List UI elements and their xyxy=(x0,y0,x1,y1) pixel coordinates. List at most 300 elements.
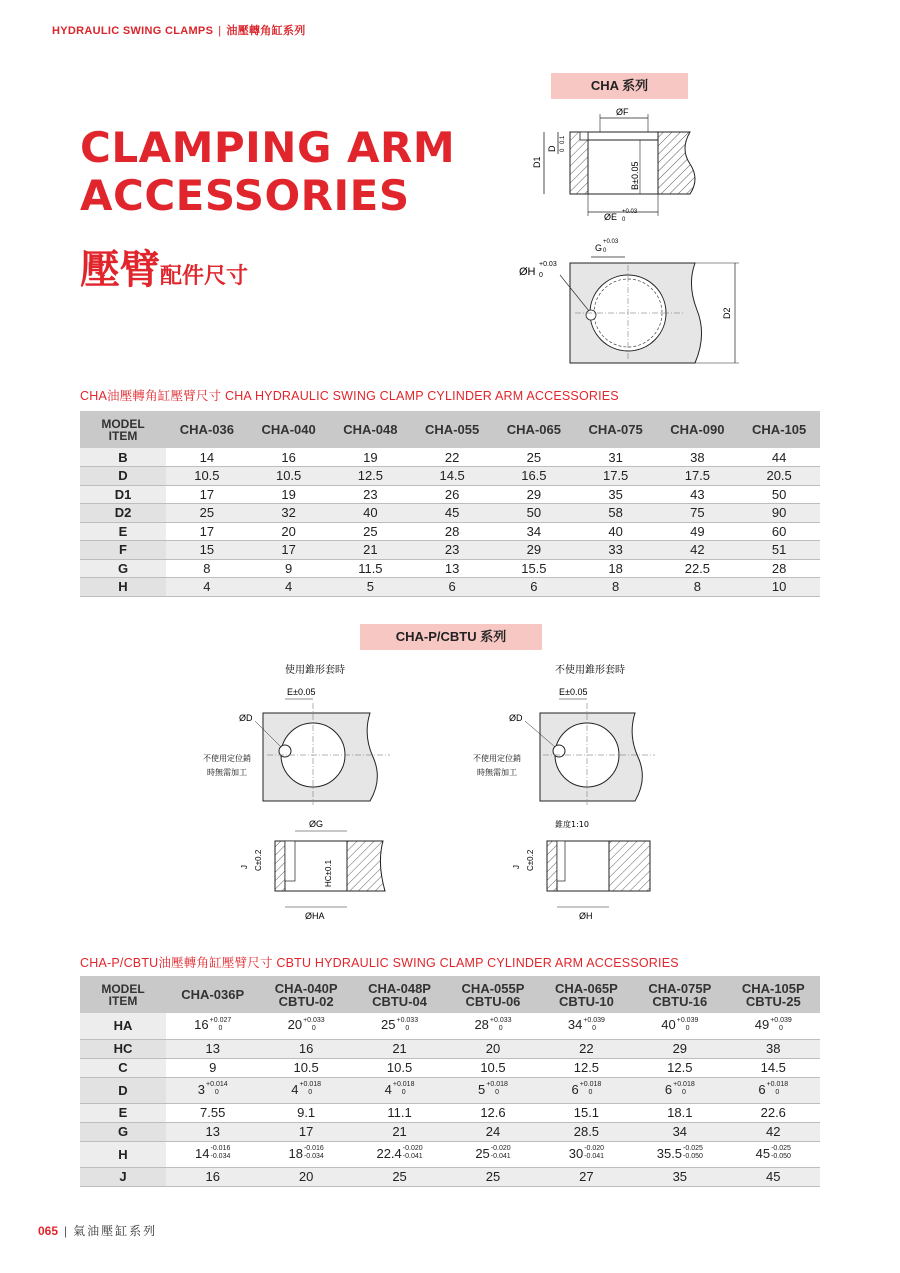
table-cell xyxy=(633,1013,726,1039)
nominal-value: 29 xyxy=(672,1041,688,1056)
column-header-line1: CHA-105P xyxy=(741,980,805,996)
table-cell: 16 xyxy=(248,448,330,467)
tolerance xyxy=(770,1017,792,1033)
dim-phiG: ØG xyxy=(309,819,324,829)
tolerance-upper: +0.018 xyxy=(579,1081,602,1089)
table-cell xyxy=(166,1058,259,1077)
dim-J-left: J xyxy=(240,865,249,869)
tolerance-upper: +0.018 xyxy=(392,1081,415,1089)
table-cell xyxy=(540,1167,633,1186)
tolerance-lower: 0 xyxy=(775,1089,780,1097)
dim-E-left: E±0.05 xyxy=(287,687,316,697)
dim-B: B±0.05 xyxy=(630,161,640,190)
tolerance-lower: -0.034 xyxy=(303,1153,324,1161)
nominal-value: 22.4 xyxy=(376,1145,402,1161)
tolerance xyxy=(584,1145,604,1161)
nominal-value: 25 xyxy=(475,1145,490,1161)
tolerance xyxy=(677,1017,699,1033)
dim-phiE-tol: +0.03 xyxy=(622,209,638,215)
tolerance-upper: +0.039 xyxy=(676,1017,699,1025)
table-cell xyxy=(633,1039,726,1058)
table-cell xyxy=(540,1013,633,1039)
tolerance-lower: 0 xyxy=(495,1089,500,1097)
page-title xyxy=(80,124,500,220)
dim-G-tol: +0.03 xyxy=(603,239,619,245)
nominal-value: 17 xyxy=(298,1124,314,1139)
table-cell xyxy=(166,1122,259,1141)
table-cell xyxy=(446,1122,539,1141)
table-cell xyxy=(540,1077,633,1103)
nominal-value: 28 xyxy=(474,1017,489,1033)
dim-phiH-sub: 0 xyxy=(539,272,543,279)
nominal-value: 24 xyxy=(485,1124,501,1139)
note-line1-right: 不使用定位銷 xyxy=(473,754,521,763)
table-cell xyxy=(353,1141,446,1167)
nominal-value: 9.1 xyxy=(297,1105,316,1120)
table-cell: 14 xyxy=(166,448,248,467)
tolerance-lower: -0.050 xyxy=(771,1153,791,1161)
row-header: HC xyxy=(80,1039,166,1058)
tolerance xyxy=(767,1081,789,1097)
dim-phiE: ØE xyxy=(604,212,618,222)
table-cell: 25 xyxy=(166,504,248,523)
table-cell: 40 xyxy=(330,504,412,523)
table-cell xyxy=(166,1013,259,1039)
nominal-value: 34 xyxy=(567,1017,583,1033)
tolerance-lower: -0.041 xyxy=(584,1153,605,1161)
nominal-value: 15.1 xyxy=(573,1105,600,1120)
table-row xyxy=(80,467,820,486)
row-header: D xyxy=(80,1077,166,1103)
note-line1-left: 不使用定位銷 xyxy=(203,754,251,763)
tolerance xyxy=(211,1145,231,1161)
row-header: B xyxy=(80,448,166,467)
tolerance-upper: +0.039 xyxy=(770,1017,792,1025)
nominal-value: 18.1 xyxy=(667,1105,693,1120)
table-cell: 50 xyxy=(493,504,575,523)
tolerance-lower: 0 xyxy=(218,1025,223,1033)
tolerance xyxy=(771,1145,791,1161)
table-cell xyxy=(353,1039,446,1058)
table-cell: 58 xyxy=(575,504,657,523)
table-cell xyxy=(446,1058,539,1077)
table-cell xyxy=(353,1058,446,1077)
tolerance-lower: 0 xyxy=(401,1089,406,1097)
dim-C-right: C±0.2 xyxy=(526,849,535,871)
column-header-line1: CHA-065P xyxy=(554,980,618,996)
nominal-value: 22 xyxy=(579,1041,594,1056)
nominal-value: 10.5 xyxy=(480,1060,506,1075)
table-cell: 19 xyxy=(248,485,330,504)
dim-J-right: J xyxy=(512,865,521,869)
column-header-line1: CHA-075P xyxy=(648,980,712,996)
table-cell: 38 xyxy=(657,448,739,467)
table-cell: 51 xyxy=(738,541,820,560)
tolerance-upper: -0.020 xyxy=(490,1145,511,1153)
table-cell xyxy=(446,1013,539,1039)
model-item-header: MODEL ITEM xyxy=(80,411,166,448)
nominal-value: 35.5 xyxy=(656,1145,683,1161)
row-header: D xyxy=(80,467,166,486)
dim-C-left: C±0.2 xyxy=(254,849,263,871)
dim-phiD-left: ØD xyxy=(239,713,253,723)
page-number: 065 xyxy=(38,1224,59,1238)
nominal-value: 11.1 xyxy=(387,1105,412,1120)
table-cell xyxy=(633,1103,726,1122)
row-header: C xyxy=(80,1058,166,1077)
dim-phiH: ØH xyxy=(519,266,536,278)
table-cell: 10 xyxy=(738,578,820,597)
table-row xyxy=(80,1141,820,1167)
table-cell: 50 xyxy=(738,485,820,504)
table-row xyxy=(80,1122,820,1141)
table-cell: 29 xyxy=(493,485,575,504)
tolerance-upper: +0.033 xyxy=(303,1017,325,1025)
column-header xyxy=(727,976,820,1013)
row-header: G xyxy=(80,559,166,578)
nominal-value: 13 xyxy=(205,1124,220,1139)
table-cell: 17 xyxy=(166,522,248,541)
subtitle-zh-small: 配件尺寸 xyxy=(160,264,249,289)
column-header-line2: CBTU-04 xyxy=(372,993,427,1009)
table-cell: 17.5 xyxy=(575,467,657,486)
page-subtitle-zh xyxy=(80,238,248,295)
nominal-value: 45 xyxy=(755,1145,771,1161)
table-cell: 19 xyxy=(330,448,412,467)
column-header-line2: CBTU-25 xyxy=(745,993,801,1009)
table-cell: 17 xyxy=(166,485,248,504)
table-cell xyxy=(446,1103,539,1122)
nominal-value: 28.5 xyxy=(573,1124,600,1139)
table-row xyxy=(80,559,820,578)
table-row xyxy=(80,541,820,560)
section-title-cha: CHA油壓轉角缸壓臂尺寸 CHA HYDRAULIC SWING CLAMP CYLINDER ARM ACCESSORIES xyxy=(80,389,619,403)
table-cell xyxy=(353,1103,446,1122)
nominal-value: 16 xyxy=(205,1169,220,1184)
header-en: HYDRAULIC SWING CLAMPS xyxy=(52,25,214,37)
tolerance xyxy=(486,1081,508,1097)
tolerance-upper: +0.018 xyxy=(766,1081,789,1089)
nominal-value: 3 xyxy=(197,1081,206,1097)
taper-label: 錐度1:10 xyxy=(555,820,589,829)
table-cell: 8 xyxy=(657,578,739,597)
nominal-value: 42 xyxy=(766,1124,781,1139)
table-cell: 6 xyxy=(411,578,493,597)
tolerance-lower: 0 xyxy=(308,1089,313,1097)
column-header: CHA-090 xyxy=(657,411,739,448)
table-cell: 8 xyxy=(166,559,248,578)
column-header xyxy=(259,976,352,1013)
table-cell xyxy=(727,1013,820,1039)
column-header xyxy=(353,976,446,1013)
table-cell: 17 xyxy=(248,541,330,560)
page-footer xyxy=(38,1222,157,1239)
arm-top-drawing xyxy=(515,235,745,370)
tolerance xyxy=(403,1145,423,1161)
nominal-value: 38 xyxy=(766,1041,781,1056)
tolerance-lower: 0 xyxy=(311,1025,316,1033)
table-row xyxy=(80,504,820,523)
nominal-value: 49 xyxy=(754,1017,770,1033)
table-cell xyxy=(259,1103,352,1122)
table-cell xyxy=(727,1122,820,1141)
nominal-value: 20 xyxy=(485,1041,501,1056)
dim-D-sub: 0 xyxy=(560,148,566,152)
column-header: CHA-065 xyxy=(493,411,575,448)
row-header: E xyxy=(80,1103,166,1122)
subtitle-zh-big: 壓臂 xyxy=(80,247,160,293)
tolerance-upper: -0.016 xyxy=(303,1145,324,1153)
tolerance xyxy=(580,1081,602,1097)
nominal-value: 10.5 xyxy=(386,1060,413,1075)
tolerance-upper: -0.016 xyxy=(210,1145,231,1153)
note-line2-right: 時無需加工 xyxy=(477,768,517,777)
nominal-value: 7.55 xyxy=(200,1105,226,1120)
series-tag-chap: CHA-P/CBTU 系列 xyxy=(360,624,542,650)
nominal-value: 25 xyxy=(485,1169,501,1184)
tolerance xyxy=(304,1145,324,1161)
row-header: H xyxy=(80,1141,166,1167)
nominal-value: 12.5 xyxy=(573,1060,600,1075)
table-cell xyxy=(633,1058,726,1077)
column-header-line1: CHA-036P xyxy=(181,987,245,1002)
table-cell: 10.5 xyxy=(166,467,248,486)
nominal-value: 13 xyxy=(205,1041,220,1056)
nominal-value: 21 xyxy=(392,1124,407,1139)
nominal-value: 10.5 xyxy=(293,1060,319,1075)
dim-G-sub: 0 xyxy=(603,248,607,254)
column-header xyxy=(446,976,539,1013)
nominal-value: 30 xyxy=(568,1145,584,1161)
nominal-value: 27 xyxy=(579,1169,594,1184)
header-separator: | xyxy=(218,25,222,37)
table-cell xyxy=(727,1141,820,1167)
table-cell: 11.5 xyxy=(330,559,412,578)
nominal-value: 4 xyxy=(384,1081,392,1097)
table-cell xyxy=(259,1039,352,1058)
tolerance xyxy=(673,1081,695,1097)
footer-text: 氣油壓缸系列 xyxy=(73,1224,158,1238)
column-header xyxy=(166,976,259,1013)
nominal-value: 35 xyxy=(672,1169,688,1184)
table-cell: 4 xyxy=(248,578,330,597)
tolerance-lower: -0.034 xyxy=(210,1153,231,1161)
table-cell xyxy=(259,1077,352,1103)
table-cell: 35 xyxy=(575,485,657,504)
tolerance-upper: +0.033 xyxy=(489,1017,512,1025)
table-header-row xyxy=(80,976,820,1013)
cbtu-dimensions-table xyxy=(80,976,820,1187)
dim-phiF: ØF xyxy=(616,107,629,117)
table-cell: 23 xyxy=(330,485,412,504)
dim-phiHA: ØHA xyxy=(305,911,325,921)
table-cell: 45 xyxy=(411,504,493,523)
column-header-line2: CBTU-02 xyxy=(278,993,334,1009)
table-cell: 17.5 xyxy=(657,467,739,486)
column-header-line1: CHA-040P xyxy=(274,980,338,996)
tolerance xyxy=(683,1145,703,1161)
tolerance xyxy=(299,1081,321,1097)
column-header: CHA-036 xyxy=(166,411,248,448)
table-cell: 25 xyxy=(493,448,575,467)
table-cell xyxy=(727,1077,820,1103)
tolerance-lower: 0 xyxy=(405,1025,410,1033)
table-cell xyxy=(540,1103,633,1122)
table-cell xyxy=(727,1103,820,1122)
table-cell: 18 xyxy=(575,559,657,578)
table-cell: 49 xyxy=(657,522,739,541)
table-cell: 6 xyxy=(493,578,575,597)
table-cell xyxy=(727,1167,820,1186)
row-header: D1 xyxy=(80,485,166,504)
tolerance xyxy=(396,1017,418,1033)
table-cell xyxy=(540,1141,633,1167)
title-line2: ACCESSORIES xyxy=(80,171,410,220)
table-row xyxy=(80,485,820,504)
table-cell xyxy=(259,1167,352,1186)
table-cell xyxy=(446,1077,539,1103)
nominal-value: 5 xyxy=(478,1081,486,1097)
table-cell xyxy=(259,1058,352,1077)
table-cell xyxy=(259,1141,352,1167)
tolerance xyxy=(303,1017,325,1033)
dim-D2: D2 xyxy=(722,307,732,319)
table-cell: 8 xyxy=(575,578,657,597)
table-row xyxy=(80,1013,820,1039)
table-cell: 23 xyxy=(411,541,493,560)
table-cell xyxy=(633,1141,726,1167)
nominal-value: 14 xyxy=(195,1145,210,1161)
table-cell: 44 xyxy=(738,448,820,467)
table-cell xyxy=(540,1058,633,1077)
table-cell: 4 xyxy=(166,578,248,597)
nominal-value: 12.6 xyxy=(480,1105,506,1120)
column-header-line1: CHA-055P xyxy=(461,980,525,996)
series-tag-cha: CHA 系列 xyxy=(551,73,688,99)
tolerance-lower: 0 xyxy=(685,1025,690,1033)
row-header: H xyxy=(80,578,166,597)
section-title-cbtu: CHA-P/CBTU油壓轉角缸壓臂尺寸 CBTU HYDRAULIC SWING CLAMP CYLINDER ARM ACCESSORIES xyxy=(80,956,679,970)
chap-section-drawing xyxy=(195,655,665,925)
table-cell xyxy=(353,1122,446,1141)
table-row xyxy=(80,1103,820,1122)
tolerance-upper: -0.025 xyxy=(683,1145,703,1153)
tolerance-lower: -0.041 xyxy=(402,1153,423,1161)
table-cell: 75 xyxy=(657,504,739,523)
tolerance-lower: -0.041 xyxy=(490,1153,511,1161)
dim-phiD-right: ØD xyxy=(509,713,523,723)
arm-section-drawing xyxy=(530,104,710,224)
table-cell xyxy=(633,1167,726,1186)
table-cell: 43 xyxy=(657,485,739,504)
nominal-value: 12.5 xyxy=(667,1060,693,1075)
right-diagram-title: 不使用錐形套時 xyxy=(555,665,625,676)
model-item-header: MODEL ITEM xyxy=(80,976,166,1013)
tolerance xyxy=(206,1081,228,1097)
tolerance xyxy=(490,1017,512,1033)
nominal-value: 4 xyxy=(291,1081,299,1097)
nominal-value: 25 xyxy=(392,1169,407,1184)
note-line2-left: 時無需加工 xyxy=(207,768,247,777)
tolerance-upper: +0.014 xyxy=(206,1081,228,1089)
nominal-value: 20 xyxy=(298,1169,314,1184)
table-cell xyxy=(353,1167,446,1186)
table-cell: 25 xyxy=(330,522,412,541)
table-cell xyxy=(446,1167,539,1186)
table-cell: 21 xyxy=(330,541,412,560)
column-header: CHA-055 xyxy=(411,411,493,448)
tolerance-lower: 0 xyxy=(498,1025,503,1033)
tolerance-upper: +0.018 xyxy=(486,1081,508,1089)
row-header: D2 xyxy=(80,504,166,523)
table-cell xyxy=(540,1039,633,1058)
nominal-value: 6 xyxy=(571,1081,579,1097)
row-header: HA xyxy=(80,1013,166,1039)
table-cell: 15 xyxy=(166,541,248,560)
column-header-line2: CBTU-06 xyxy=(465,993,521,1009)
table-cell xyxy=(166,1103,259,1122)
nominal-value: 20 xyxy=(287,1017,303,1033)
tolerance-lower: 0 xyxy=(588,1089,593,1097)
table-row xyxy=(80,1077,820,1103)
nominal-value: 25 xyxy=(381,1017,396,1033)
table-cell xyxy=(166,1167,259,1186)
table-cell xyxy=(446,1141,539,1167)
tolerance-lower: -0.050 xyxy=(683,1153,703,1161)
dim-HC: HC±0.1 xyxy=(324,859,333,887)
tolerance-upper: -0.020 xyxy=(402,1145,423,1153)
table-cell: 22.5 xyxy=(657,559,739,578)
table-cell: 20.5 xyxy=(738,467,820,486)
table-cell: 40 xyxy=(575,522,657,541)
dim-D: D xyxy=(547,145,557,152)
table-cell: 28 xyxy=(738,559,820,578)
dim-phiE-sub: 0 xyxy=(622,217,626,223)
table-cell: 31 xyxy=(575,448,657,467)
table-row xyxy=(80,522,820,541)
nominal-value: 18 xyxy=(288,1145,303,1161)
table-cell: 32 xyxy=(248,504,330,523)
table-cell xyxy=(633,1077,726,1103)
tolerance-upper: +0.018 xyxy=(299,1081,322,1089)
table-cell xyxy=(166,1077,259,1103)
table-row xyxy=(80,578,820,597)
tolerance-upper: +0.027 xyxy=(209,1017,232,1025)
table-row xyxy=(80,1058,820,1077)
dim-phiH-right: ØH xyxy=(579,911,593,921)
table-cell: 26 xyxy=(411,485,493,504)
table-row xyxy=(80,1167,820,1186)
tolerance-upper: +0.018 xyxy=(673,1081,695,1089)
table-cell: 33 xyxy=(575,541,657,560)
table-cell: 13 xyxy=(411,559,493,578)
header-zh: 油壓轉角缸系列 xyxy=(226,25,306,37)
column-header: CHA-048 xyxy=(330,411,412,448)
table-cell xyxy=(727,1058,820,1077)
table-cell: 20 xyxy=(248,522,330,541)
table-cell: 12.5 xyxy=(330,467,412,486)
table-cell xyxy=(727,1039,820,1058)
table-cell: 42 xyxy=(657,541,739,560)
dim-D1: D1 xyxy=(532,156,542,168)
table-cell: 28 xyxy=(411,522,493,541)
running-header xyxy=(52,22,306,38)
column-header: CHA-075 xyxy=(575,411,657,448)
nominal-value: 16 xyxy=(298,1041,314,1056)
table-cell xyxy=(259,1013,352,1039)
table-cell: 22 xyxy=(411,448,493,467)
column-header xyxy=(633,976,726,1013)
